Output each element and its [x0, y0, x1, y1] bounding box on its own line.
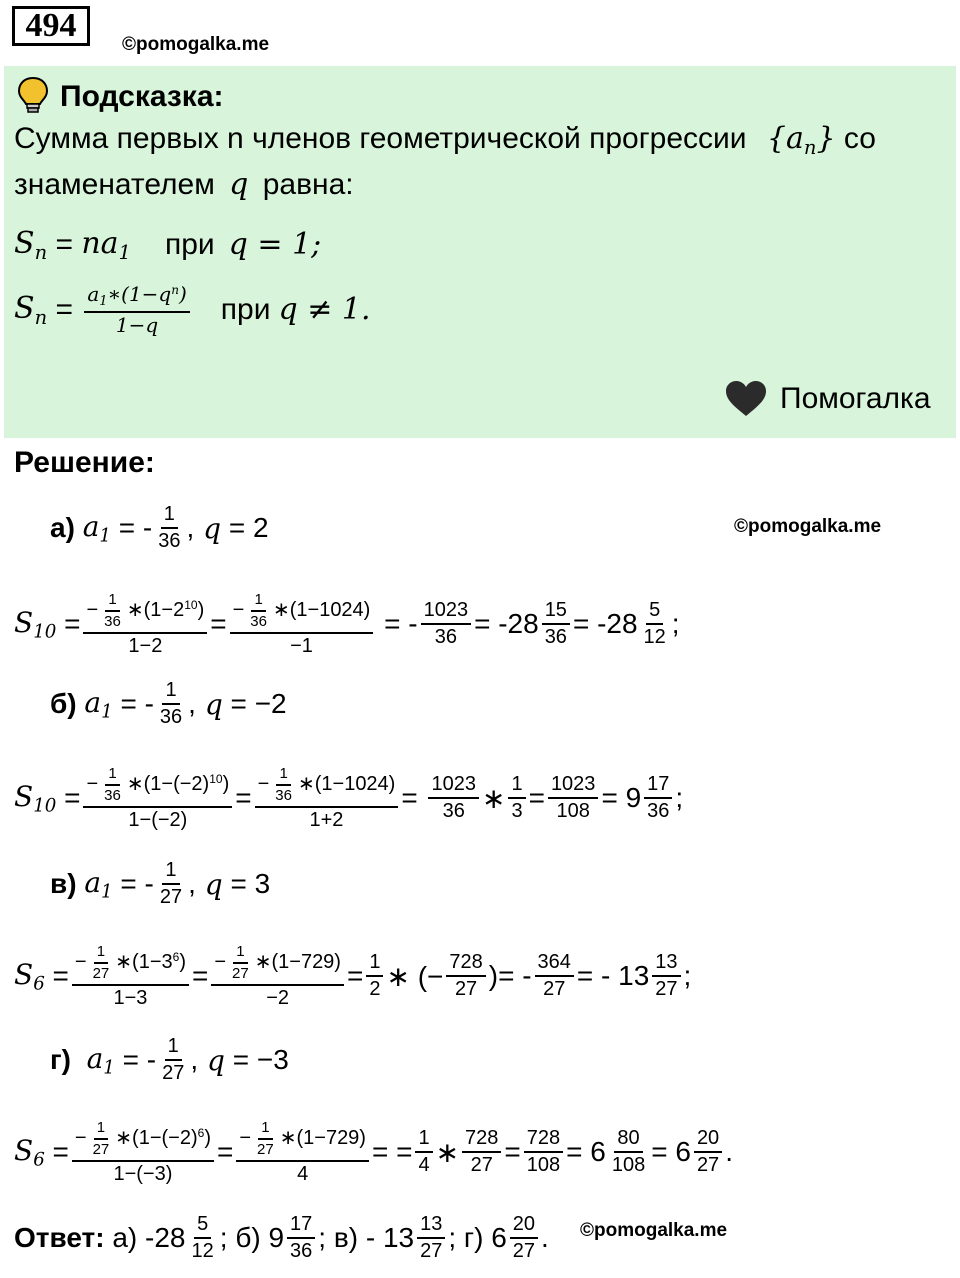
part-g-given: г) $a_1$ = - $\frac{1}{27}$ , q = −3 [50, 1035, 289, 1084]
solution-title: Решение: [14, 446, 155, 479]
heart-icon [724, 380, 768, 423]
watermark-middle: ©pomogalka.me [734, 516, 882, 537]
part-v-calc: $S_6$ = − $\frac{1}{27}$ $∗(1-3^6)$ 1−3 = − $\frac{1}{27}$ ∗(1−729) −2 = $\frac{1}{2}$ ∗ (− $\frac{728}{27}$ )= - $\frac{364}{27}$ = - 13 $\frac{13}{27}$ ; [14, 943, 692, 1009]
part-g-calc: $S_6$ = − $\frac{1}{27}$ $∗(1-(-2)^6)$ 1−(−3) = − $\frac{1}{27}$ ∗(1−729) 4 = = $\frac{1}{4}$ ∗ $\frac{728}{27}$ = $\frac{728}{108}$ = 6 $\frac{80}{108}$ = 6 $\frac{20}{27}$ . [14, 1119, 733, 1185]
hint-title: Подсказка: [60, 80, 224, 113]
hint-line-2: знаменателем q равна: [14, 167, 354, 202]
answer-line: Ответ: а) -28 $\frac{5}{12}$ ; б) 9 $\frac{17}{36}$ ; в) - 13 $\frac{13}{27}$ ; г) 6 $\frac{20}{27}$ . [14, 1213, 549, 1262]
problem-number: 494 [12, 6, 90, 46]
part-v-given: в) $a_1$ = - $\frac{1}{27}$ , q = 3 [50, 859, 271, 908]
part-b-given: б) $a_1$ = - $\frac{1}{36}$ , q = −2 [50, 679, 287, 728]
hint-formula-1: $S_n$ = $na_1$ при q = 1; [14, 226, 322, 264]
part-b-calc: $S_{10}$ = − $\frac{1}{36}$ $∗(1-(-2)^{10})$ 1−(−2) = − $\frac{1}{36}$ ∗(1−1024) 1+2 = $\frac{1023}{36}$ ∗ $\frac{1}{3}$ = $\frac{1023}{108}$ = 9 $\frac{17}{36}$ ; [14, 765, 684, 831]
answer-label: Ответ: [14, 1222, 105, 1253]
hint-brand: Помогалка [780, 382, 931, 415]
part-a-given: а) $a_1$ = - $\frac{1}{36}$ , q = 2 [50, 503, 269, 552]
hint-formula-2: $S_n$ = $\frac{a_1∗(1-q^n)}{1-q}$ при q ≠ 1. [14, 282, 371, 337]
hint-line-1: Сумма первых n членов геометрической прогрессии $\{a_n\}$ со [14, 121, 876, 159]
watermark-bottom: ©pomogalka.me [580, 1220, 728, 1241]
part-a-calc: $S_{10}$ = − $\frac{1}{36}$ $∗(1-2^{10})$ 1−2 = − $\frac{1}{36}$ ∗(1−1024) −1 = - $\frac{1023}{36}$ = -28 $\frac{15}{36}$ = -28 $\frac{5}{12}$ ; [14, 591, 680, 657]
watermark-top: ©pomogalka.me [122, 34, 270, 55]
lightbulb-icon [16, 76, 50, 119]
